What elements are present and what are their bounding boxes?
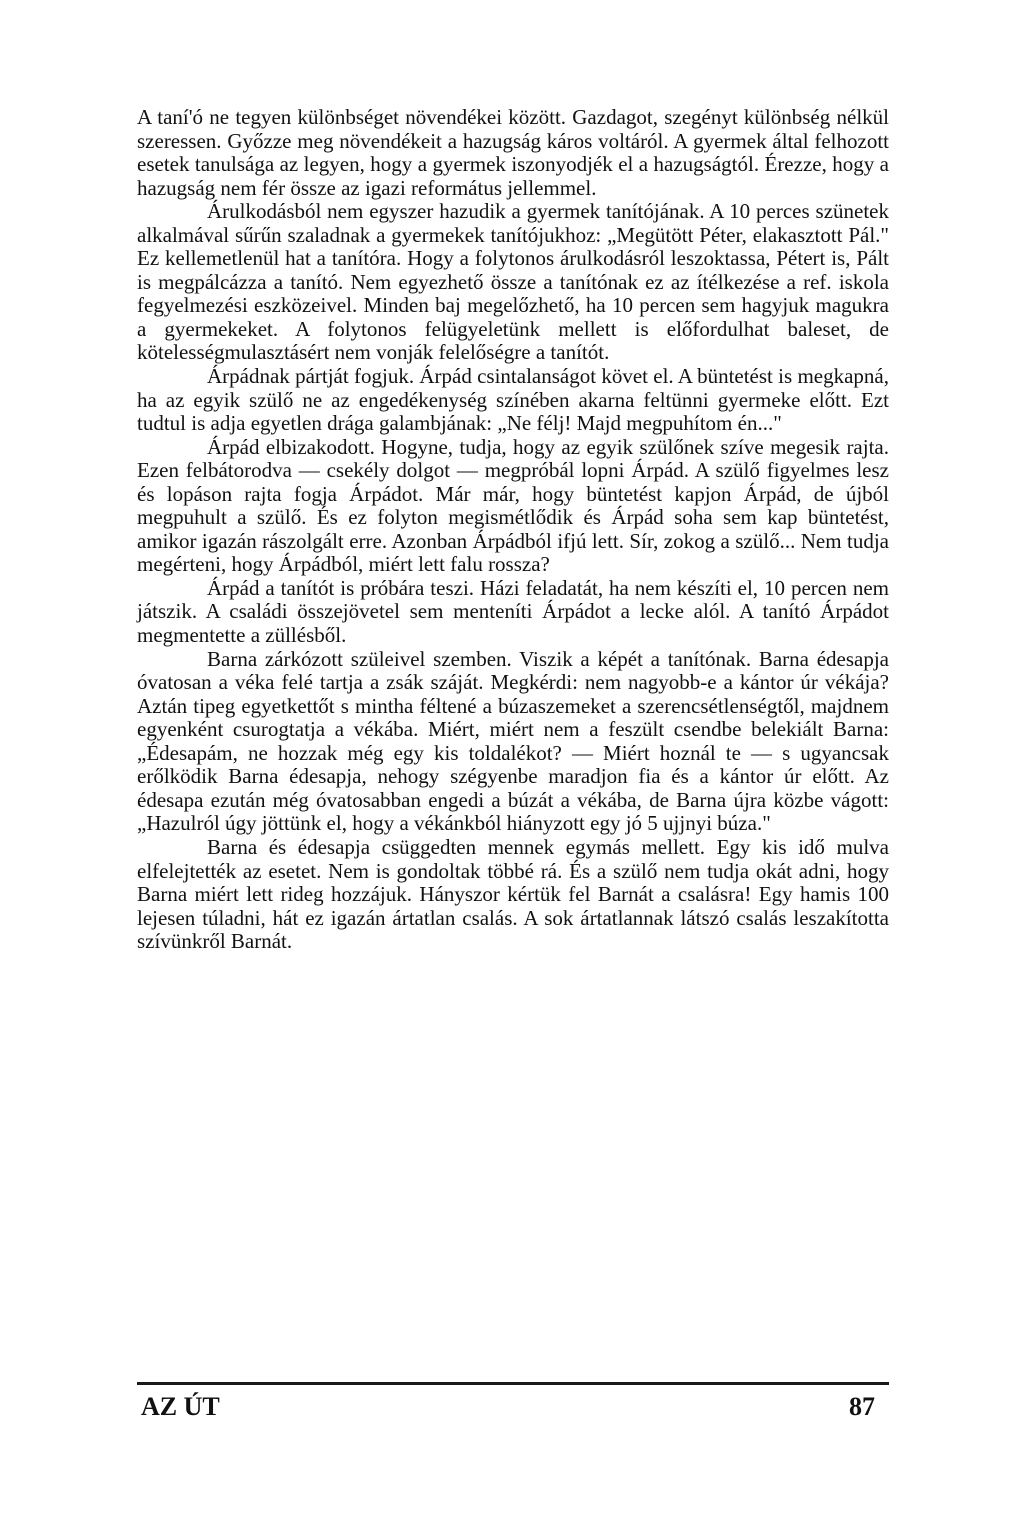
paragraph: Barna zárkózott szüleivel szemben. Viszik a képét a tanítónak. Barna édesapja óvatosan a véka felé tartja a zsák száját. Megkérdi: nem nagyobb-e a kántor úr vékája? Aztán tipeg egyetkettőt s mintha féltené a búzaszemeket a szerencsétlenségtől, majdnem egyenként csurogtatja a vékába. Miért, miért nem a feszült csendbe belekiált Barna: „Édesapám, ne hozzak még egy kis toldalékot? — Miért hoznál te — s ugyancsak erőlködik Barna édesapja, nehogy szégyenbe maradjon fia és a kántor úr előtt. Az édesapa ezután még óvatosabban engedi a búzát a vékába, de Barna újra közbe vágott: „Hazulról úgy jöttünk el, hogy a vékánkból hiányzott egy jó 5 ujjnyi búza."	[137, 646, 889, 836]
page-body	[137, 106, 889, 954]
paragraph: Barna és édesapja csüggedten mennek egymás mellett. Egy kis idő mulva elfelejtették az esetet. Nem is gondoltak többé rá. És a szülő nem tudja okát adni, hogy Barna miért lett rideg hozzájuk. Hányszor kértük fel Barnát a csalásra! Egy hamis 100 lejesen túladni, hát ez igazán ártatlan csalás. A sok ártatlannak látszó csalás leszakította szívünkről Barnát.	[137, 834, 889, 954]
journal-title: AZ ÚT	[141, 1392, 220, 1421]
footer-rule	[137, 1382, 889, 1385]
page-number: 87	[849, 1392, 875, 1421]
paragraph: Árulkodásból nem egyszer hazudik a gyermek tanítójának. A 10 perces szünetek alkalmával sűrűn szaladnak a gyermekek tanítójukhoz: „Megütött Péter, elakasztott Pál." Ez kellemetlenül hat a tanítóra. Hogy a folytonos árulkodásról leszoktassa, Pétert is, Pált is megpálcázza a tanító. Nem egyezhető össze a tanítónak ez az ítélkezése a ref. iskola fegyelmezési eszközeivel. Minden baj megelőzhető, ha 10 percen sem hagyjuk magukra a gyermekeket. A folytonos felügyeletünk mellett is előfordulhat baleset, de kötelességmulasztásért nem vonják felelőségre a tanítót.	[137, 199, 889, 365]
paragraph: Árpádnak pártját fogjuk. Árpád csintalanságot követ el. A büntetést is megkapná, ha az egyik szülő ne az engedékenység színében akarna feltünni gyermeke előtt. Ezt tudtul is adja egyetlen drága galambjának: „Ne félj! Majd megpuhítom én..."	[137, 364, 889, 436]
paragraph: A taní'ó ne tegyen különbséget növendékei között. Gazdagot, szegényt különbség nélkül szeressen. Győzze meg növendékeit a hazugság káros voltáról. A gyermek által felhozott esetek tanulsága az legyen, hogy a gyermek iszonyodjék el a hazugságtól. Érezze, hogy a hazugság nem fér össze az igazi református jellemmel.	[137, 105, 889, 200]
paragraph: Árpád a tanítót is próbára teszi. Házi feladatát, ha nem készíti el, 10 percen nem játszik. A családi összejövetel sem menteníti Árpádot a lecke alól. A tanító Árpádot megmentette a züllésből.	[137, 575, 889, 648]
paragraph: Árpád elbizakodott. Hogyne, tudja, hogy az egyik szülőnek szíve megesik rajta. Ezen felbátorodva — csekély dolgot — megpróbál lopni Árpád. A szülő figyelmes lesz és lopáson rajta fogja Árpádot. Már már, hogy büntetést kapjon Árpád, de újból megpuhult a szülő. És ez folyton megismétlődik és Árpád soha sem kap büntetést, amikor igazán rászolgált erre. Azonban Árpádból ifjú lett. Sír, zokog a szülő... Nem tudja megérteni, hogy Árpádból, miért lett falu rossza?	[137, 434, 889, 577]
